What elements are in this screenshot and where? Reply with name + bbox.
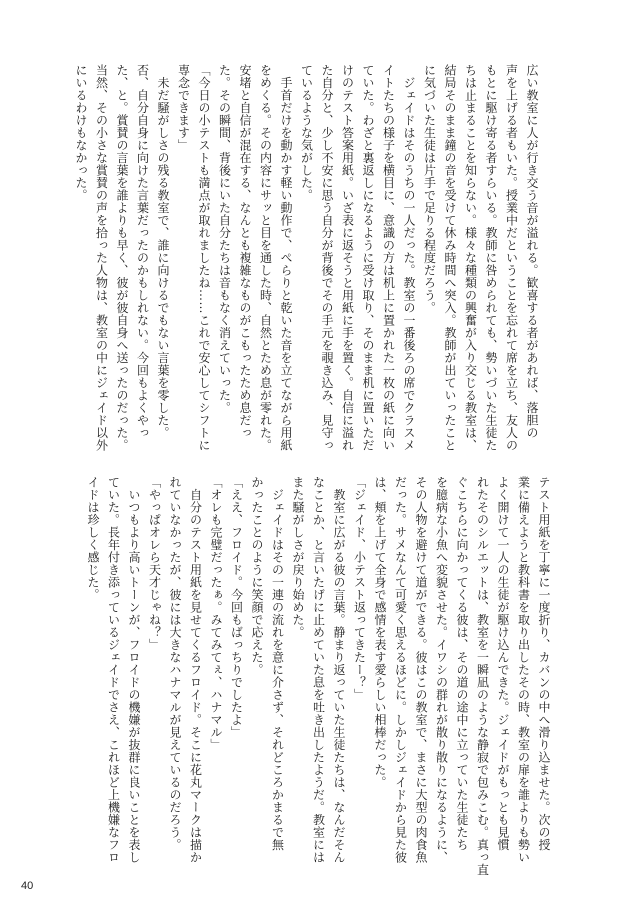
text-line: た。その瞬間、背後にいた自分たちは音もなく消えていった。 xyxy=(217,64,232,414)
text-line: ジェイドはその一連の流れを意に介さず、それどころかまるで無 xyxy=(270,476,285,851)
text-line: 広い教室に人が行き交う音が溢れる。歓喜する者があれば、落胆の xyxy=(525,64,539,439)
text-line: に気づいた生徒は片手で足りる程度だろう。 xyxy=(422,64,437,314)
text-line: 自分のテスト用紙を見せてくるフロイド。そこに花丸マークは描か xyxy=(188,476,203,864)
text-line: いつもより高いトーンが、フロイドの機嫌が抜群に良いことを表し xyxy=(127,476,141,864)
text-line: ていた。長年付き添っているジェイドでさえ、これほど上機嫌なフロ xyxy=(106,476,121,864)
text-line: た、と。賞賛の言葉を誰よりも早く、彼が彼自身へ送ったのだった。 xyxy=(115,64,129,452)
text-line: 声を上げる者もいた。授業中だということを忘れて席を立ち、友人の xyxy=(504,64,519,452)
text-line: もとに駆け寄る者すらいる。教師に咎められても、勢いづいた生徒た xyxy=(484,64,498,452)
text-line: ているような気がした。 xyxy=(299,64,314,202)
text-line: 「今日の小テストも満点が取れましたね……これで安心してシフトに xyxy=(197,64,211,452)
text-line: ていた。わざと裏返しになるように受け取り、そのまま机に置いただ xyxy=(361,64,375,452)
text-line: また騒がしさが戻り始めた。 xyxy=(291,476,305,639)
text-block-upper xyxy=(74,64,542,472)
text-line: 専念できます」 xyxy=(176,64,191,152)
page-number: 40 xyxy=(21,880,34,892)
text-line: 業に備えようと教科書を取り出したその時、教室の扉を誰よりも勢い xyxy=(516,476,531,864)
text-line: れていなかったが、彼には大きなハナマルが見えているのだろう。 xyxy=(168,476,182,851)
text-line: 教室に広がる彼の言葉。静まり返っていた生徒たちは、なんだそん xyxy=(332,476,346,864)
text-line: た自分と、少し不安に思う自分が背後でその手元を覗き込み、見守っ xyxy=(320,64,334,452)
text-line: 安堵と自信が混在する、なんとも複雑なものがこもったため息だっ xyxy=(238,64,252,439)
text-line: 「オレも完璧だったぁ。みてみてぇ、ハナマル」 xyxy=(209,476,223,751)
text-line: れたそのシルエットは、教室を一瞬凪のような静寂で包みこむ。真っ直 xyxy=(475,476,490,876)
text-line: 結局そのまま鐘の音を受けて休み時間へ突入。教師が出ていったこと xyxy=(443,64,457,452)
text-line: なことか、と言いたげに止めていた息を吐き出したようだ。教室には xyxy=(311,476,326,864)
text-line: イドは珍しく感じた。 xyxy=(86,476,100,601)
text-line: テスト用紙を丁寧に一度折り、カバンの中へ滑り込ませた。次の授 xyxy=(537,476,551,851)
text-line: 「ええ、フロイド。今回もばっちりでしたよ」 xyxy=(229,476,244,739)
text-line: ジェイドはそのうちの一人だった。教室の一番後ろの席でクラスメ xyxy=(402,64,416,452)
text-line: は、頬を上げて全身で感情を表す愛らしい相棒だった。 xyxy=(373,476,387,789)
text-line: けのテスト答案用紙。いざ表に返そうと用紙に手を置く。自信に溢れ xyxy=(340,64,355,452)
text-line: ぐこちらに向かってくる彼は、その道の途中に立っていた生徒たち xyxy=(455,476,469,851)
text-line: ちは止まることを知らない。様々な種類の興奮が入り交じる教室は、 xyxy=(463,64,478,452)
text-line: その人物を避けて道ができる。彼はこの教室で、まさに大型の肉食魚 xyxy=(414,476,428,864)
text-line: をめくる。その内容にサッと目を通した時、自然とため息が零れた。 xyxy=(258,64,273,452)
text-block-lower xyxy=(86,476,554,876)
text-line: 「ジェイド、小テスト返ってきたー？」 xyxy=(352,476,367,701)
text-line: 未だ騒がしさの残る教室で、誰に向けるでもない言葉を零した。 xyxy=(156,64,170,439)
text-line: 「やっぱオレら天才じゃね？」 xyxy=(147,476,162,651)
text-line: かったことのように笑顔で応えた。 xyxy=(250,476,264,676)
text-line: にいるわけもなかった。 xyxy=(74,64,88,202)
text-line: 当然、その小さな賞賛の声を拾った人物は、教室の中にジェイド以外 xyxy=(94,64,109,452)
text-line: 否、自分自身に向けた言葉だったのかもしれない。今回もよくやっ xyxy=(135,64,150,439)
text-line: を臆病な小魚へ変貌させた。イワシの群れが散り散りになるように、 xyxy=(434,476,449,864)
text-line: よく開けて一人の生徒が駆け込んできた。ジェイドがもっとも見慣 xyxy=(496,476,510,851)
text-line: イトたちの様子を横目に、意識の方は机上に置かれた一枚の紙に向い xyxy=(381,64,396,452)
text-line: だった。サメなんて可愛く思えるほどに。しかしジェイドから見た彼 xyxy=(393,476,408,864)
text-line: 手首だけを動かす軽い動作で、ぺらりと乾いた音を立てながら用紙 xyxy=(279,64,293,452)
